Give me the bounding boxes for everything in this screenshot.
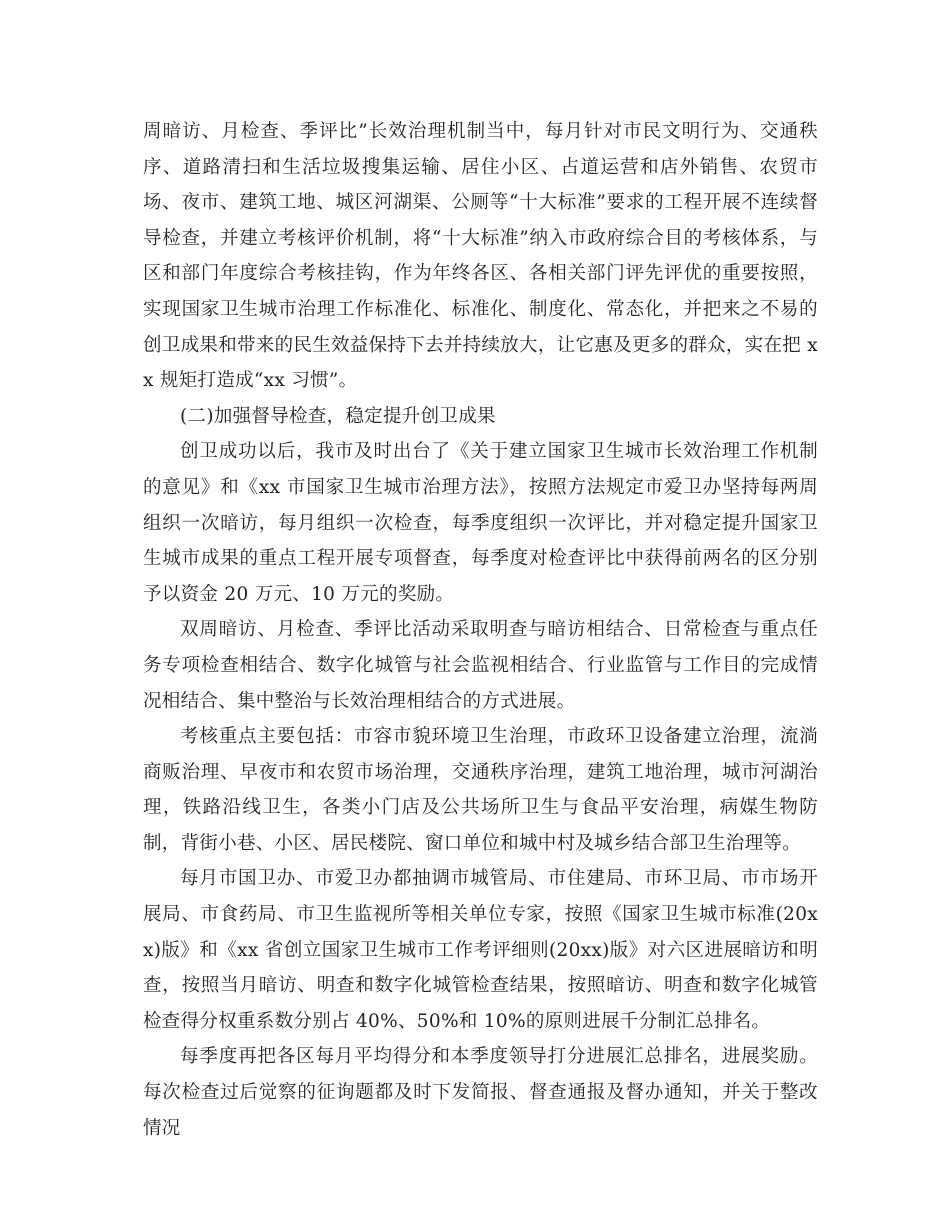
paragraph: 每月市国卫办、市爱卫办都抽调市城管局、市住建局、市环卫局、市市场开展局、市食药局、市卫生监视所等相关单位专家，按照《国家卫生城市标准(20xx)版》和《xx 省创立国家卫生城市工作考评细则(20xx)版》对六区进展暗访和明查，按照当月暗访、明查和数字化城管检查结果，按照暗访、明查和数字化城管检查得分权重系数分别占 40%、50%和 10%的原则进展千分制汇总排名。 [143,868,818,1032]
paragraph: 双周暗访、月检查、季评比活动采取明查与暗访相结合、日常检查与重点任务专项检查相结合、数字化城管与社会监视相结合、行业监管与工作目的完成情况相结合、集中整治与长效治理相结合的方式进展。 [143,619,818,712]
paragraph: 每季度再把各区每月平均得分和本季度领导打分进展汇总排名，进展奖励。每次检查过后觉察的征询题都及时下发简报、督查通报及督办通知，并关于整改情况 [143,1046,818,1139]
paragraph-continuation: 周暗访、月检查、季评比”长效治理机制当中，每月针对市民文明行为、交通秩序、道路清扫和生活垃圾搜集运输、居住小区、占道运营和店外销售、农贸市场、夜市、建筑工地、城区河湖渠、公厕等“十大标准”要求的工程开展不连续督导检查，并建立考核评价机制，将“十大标准”纳入市政府综合目的考核体系，与区和部门年度综合考核挂钩，作为年终各区、各相关部门评先评优的重要按照，实现国家卫生城市治理工作标准化、标准化、制度化、常态化，并把来之不易的创卫成果和带来的民生效益保持下去并持续放大，让它惠及更多的群众，实在把 xx 规矩打造成“xx 习惯”。 [143,121,818,392]
paragraph: 创卫成功以后，我市及时出台了《关于建立国家卫生城市长效治理工作机制的意见》和《xx 市国家卫生城市治理方法》，按照方法规定市爱卫办坚持每两周组织一次暗访，每月组织一次检查，每季度组织一次评比，并对稳定提升国家卫生城市成果的重点工程开展专项督查，每季度对检查评比中获得前两名的区分别予以资金 20 万元、10 万元的奖励。 [143,441,818,605]
document-body [143,114,818,1146]
section-heading: (二)加强督导检查，稳定提升创卫成果 [180,405,496,427]
paragraph: 考核重点主要包括：市容市貌环境卫生治理，市政环卫设备建立治理，流淌商贩治理、早夜市和农贸市场治理，交通秩序治理，建筑工地治理，城市河湖治理，铁路沿线卫生，各类小门店及公共场所卫生与食品平安治理，病媒生物防制，背街小巷、小区、居民楼院、窗口单位和城中村及城乡结合部卫生治理等。 [143,726,818,854]
